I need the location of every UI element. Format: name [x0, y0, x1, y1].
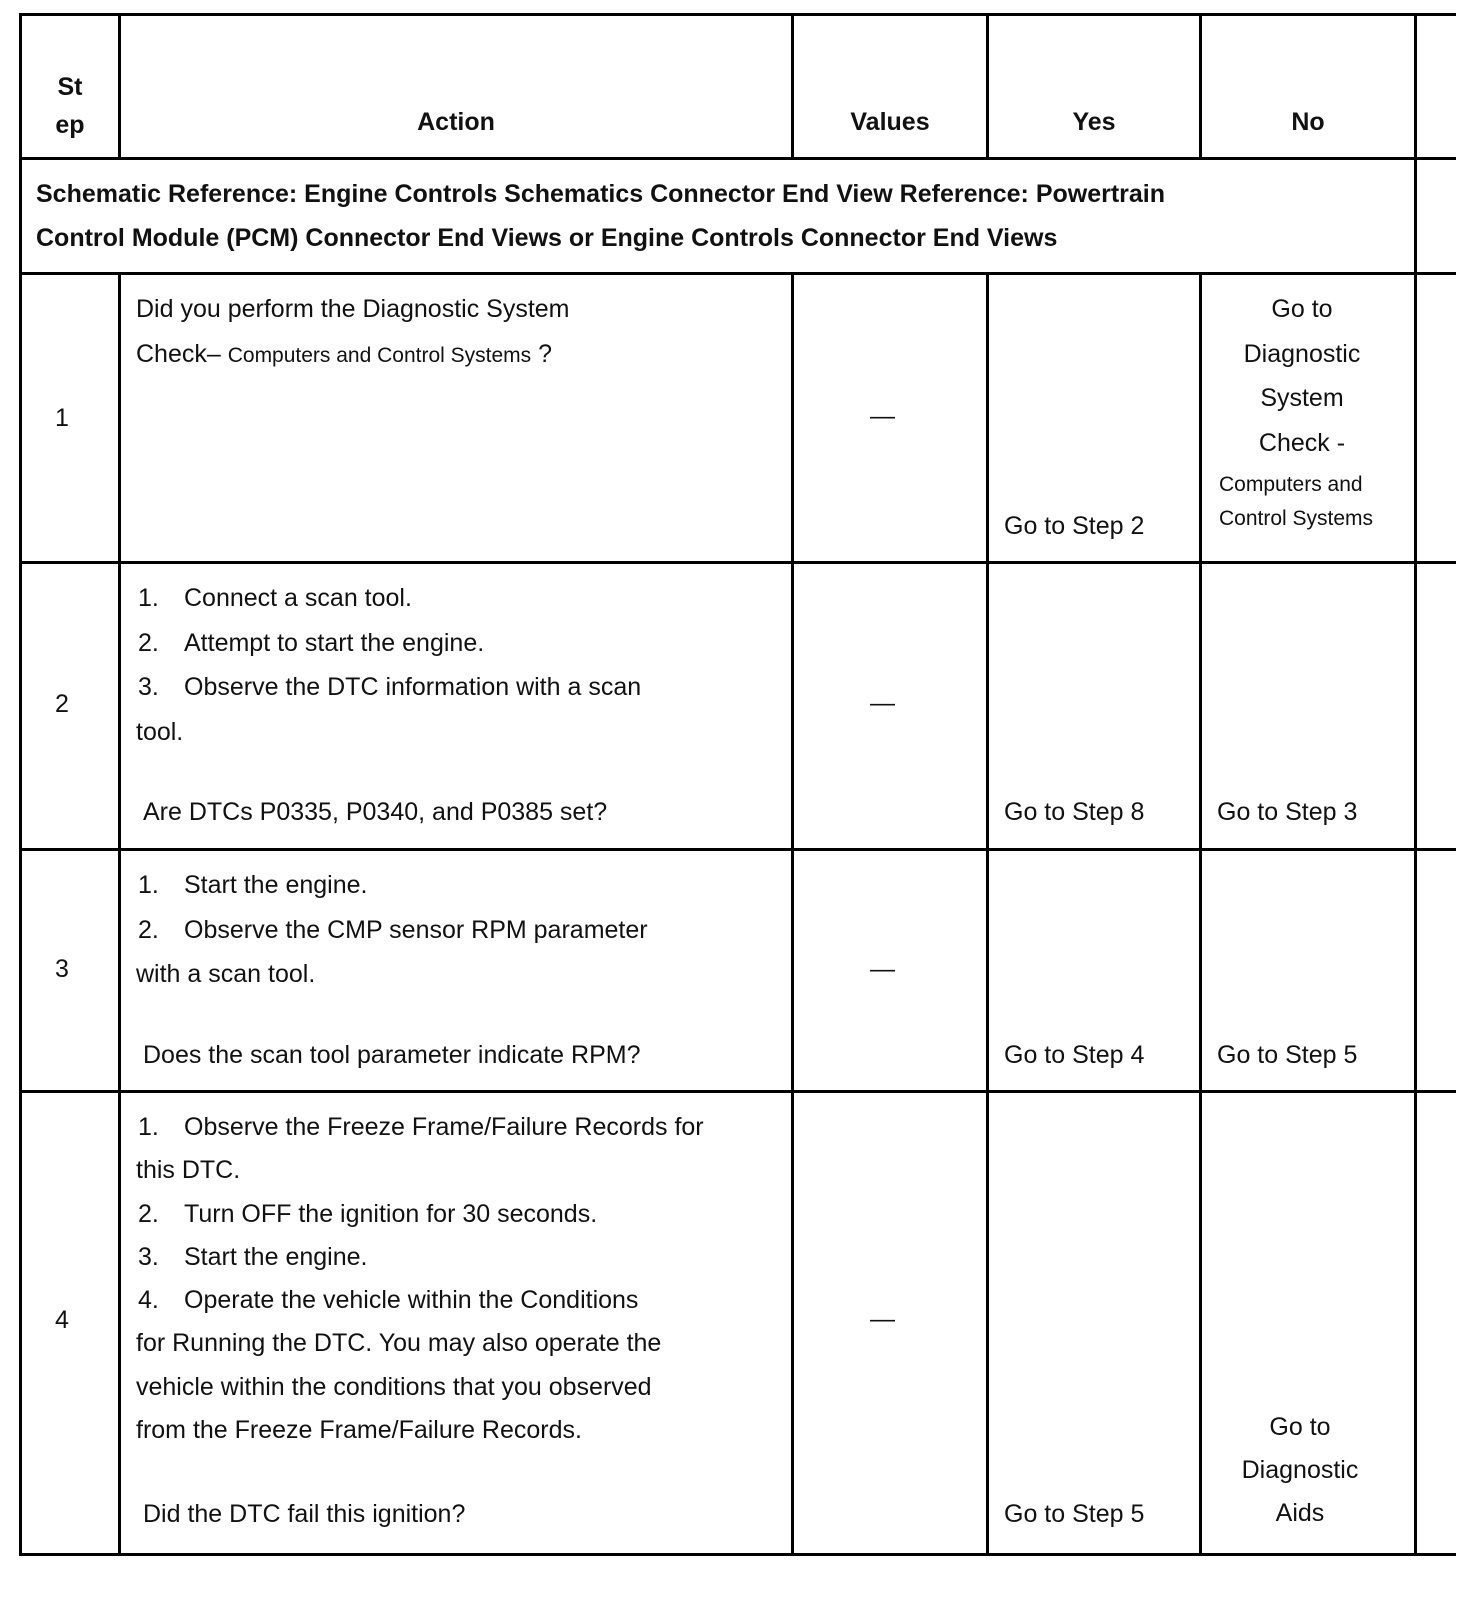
list-item: 1. Start the engine. — [138, 871, 368, 899]
row-4-yes: Go to Step 5 — [1004, 1500, 1145, 1528]
list-item: 4. Operate the vehicle within the Conditions — [138, 1286, 639, 1315]
table-border-bottom — [19, 1553, 1456, 1556]
col-divider-values-header — [986, 13, 989, 160]
row-1-yes: Go to Step 2 — [1004, 512, 1145, 540]
row-3-divider — [19, 1090, 1456, 1093]
row-4-step: 4 — [55, 1306, 69, 1334]
header-step-line2: ep — [55, 111, 85, 139]
schematic-reference — [36, 172, 1406, 260]
header-values: Values — [850, 108, 930, 136]
row-1-step: 1 — [55, 404, 69, 432]
header-step-line1: St — [57, 73, 83, 101]
reference-divider — [19, 272, 1456, 275]
row-4-action: 1. Observe the Freeze Frame/Failure Records for this DTC. 2. Turn OFF the ignition for 30 seconds. 3. Start the engine. 4. Operate the vehicle within the Conditions for Running the DTC. You may also operate the vehicle within the conditions that you observed from the Freeze Frame/Failure Records. — [136, 1106, 786, 1452]
row-3-no: Go to Step 5 — [1217, 1041, 1358, 1069]
row-2-step: 2 — [55, 690, 69, 718]
row-2-no: Go to Step 3 — [1217, 798, 1358, 826]
row-3-action: 1. Start the engine. 2. Observe the CMP sensor RPM parameter with a scan tool. — [136, 863, 786, 997]
reference-line-1: Schematic Reference: Engine Controls Schematics Connector End View Reference: Powertrain — [36, 180, 1166, 208]
row-1-values: — — [870, 402, 895, 430]
row-1-no: Go to Diagnostic System Check - — [1243, 295, 1361, 457]
row-2-yes: Go to Step 8 — [1004, 798, 1145, 826]
list-item: 2. Turn OFF the ignition for 30 seconds. — [138, 1199, 598, 1228]
table-border-right — [1414, 13, 1417, 1556]
list-item: 1. Connect a scan tool. — [138, 584, 412, 612]
header-step — [22, 68, 118, 144]
row-4-values: — — [870, 1305, 895, 1333]
row-2-values: — — [870, 689, 895, 717]
row-2-action: 1. Connect a scan tool. 2. Attempt to start the engine. 3. Observe the DTC information with a scan tool. — [136, 576, 786, 754]
row-3-values: — — [870, 955, 895, 983]
row-3-yes: Go to Step 4 — [1004, 1041, 1145, 1069]
row-1-action — [136, 287, 786, 378]
col-divider-values — [986, 272, 989, 1556]
row-2-question: Are DTCs P0335, P0340, and P0385 set? — [143, 798, 608, 826]
header-yes: Yes — [1072, 108, 1116, 136]
list-item: 2. Observe the CMP sensor RPM parameter — [138, 915, 648, 944]
row-1-divider — [19, 561, 1456, 564]
list-item: 1. Observe the Freeze Frame/Failure Records for — [138, 1113, 704, 1141]
col-divider-action-header — [791, 13, 794, 160]
list-item: 3. Start the engine. — [138, 1242, 368, 1271]
list-item: 2. Attempt to start the engine. — [138, 628, 485, 657]
row-4-question: Did the DTC fail this ignition? — [143, 1500, 466, 1528]
col-divider-action — [791, 272, 794, 1556]
header-no: No — [1291, 108, 1325, 136]
header-action: Action — [417, 108, 495, 136]
col-divider-yes-header — [1199, 13, 1202, 160]
row-3-step: 3 — [55, 955, 69, 983]
list-item: 3. Observe the DTC information with a scan — [138, 673, 642, 701]
row-2-divider — [19, 848, 1456, 851]
row-3-question: Does the scan tool parameter indicate RPM? — [143, 1041, 641, 1069]
row-4-no: Go to Diagnostic Aids — [1241, 1413, 1359, 1527]
header-divider — [19, 157, 1456, 160]
col-divider-step — [118, 272, 121, 1556]
row-1-action-line1: Did you perform the Diagnostic System — [136, 295, 570, 323]
table-border-top — [19, 13, 1456, 16]
row-1-action-line2: Check– Computers and Control Systems ? — [136, 339, 553, 368]
reference-line-2: Control Module (PCM) Connector End Views or Engine Controls Connector End Views — [36, 224, 1058, 252]
col-divider-step-header — [118, 13, 121, 160]
row-1-no-link[interactable]: Computers and Control Systems — [1219, 473, 1374, 530]
